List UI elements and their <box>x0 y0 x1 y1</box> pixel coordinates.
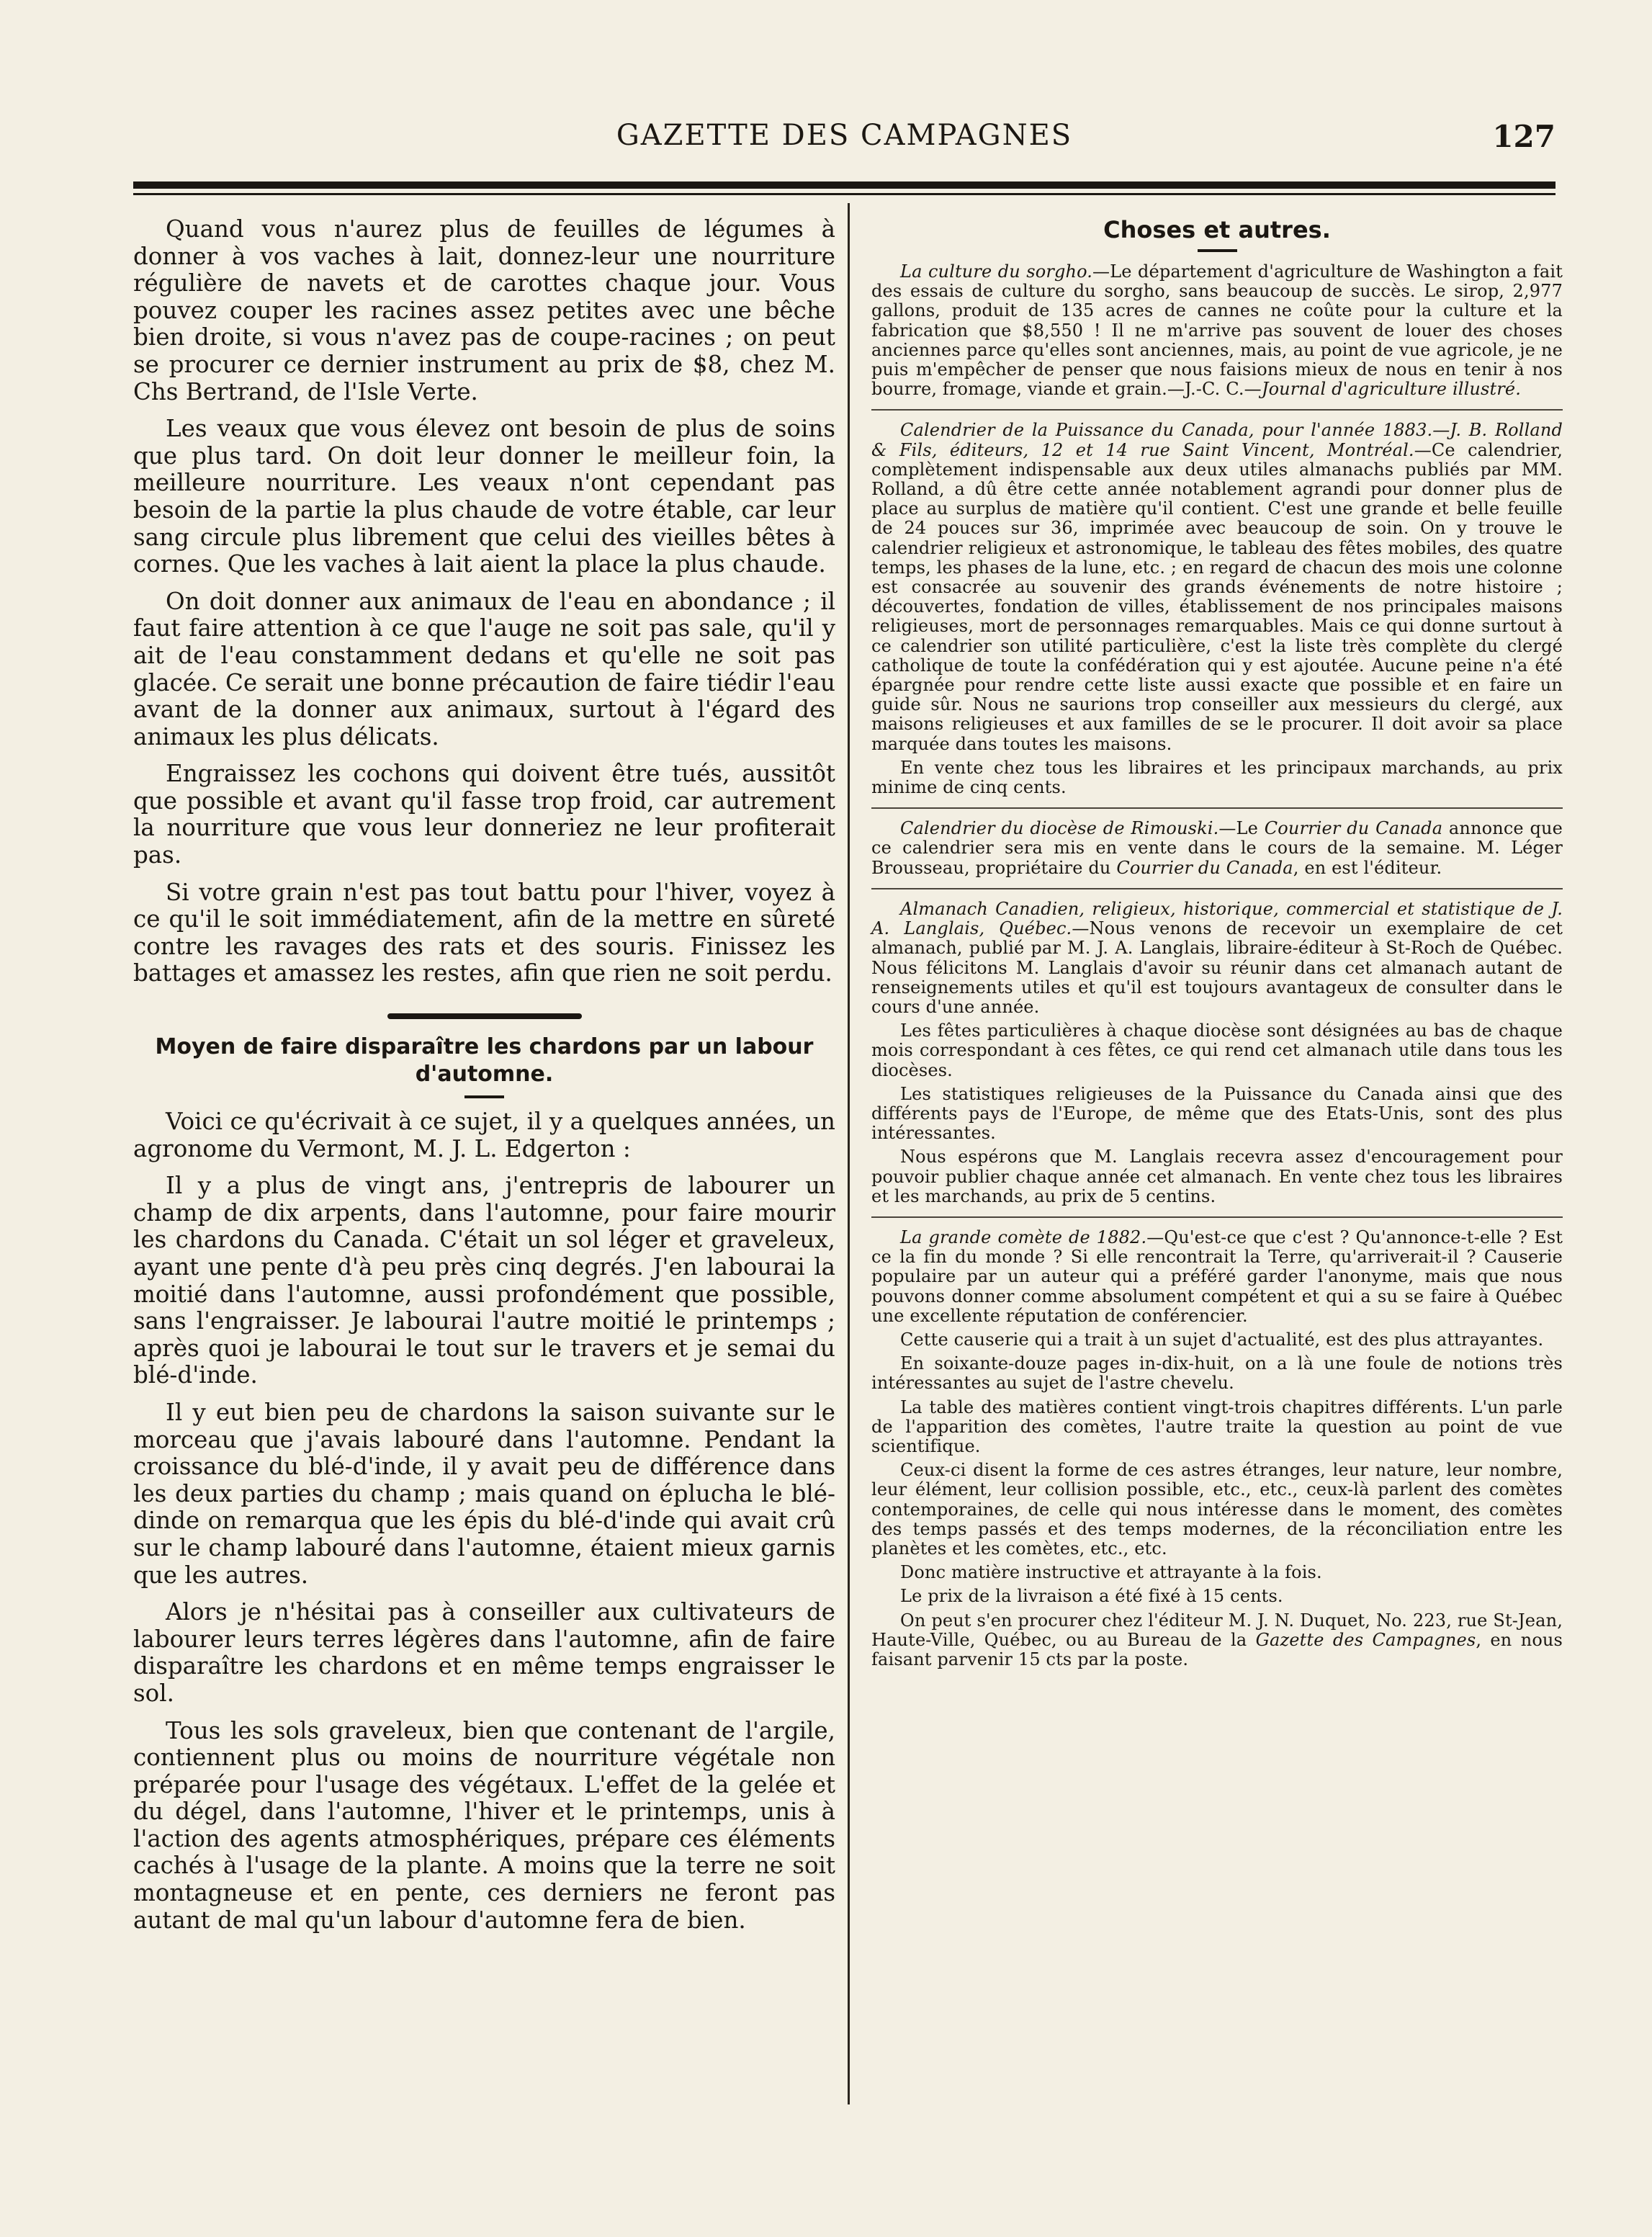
item-lead: Calendrier de la Puissance du Canada, pour l'année 1883.—J. B. Rolland & Fils, éditeurs, 12 et 14 rue Saint Vincent, Montréal. <box>871 420 1563 460</box>
item-text: —Le département d'agriculture de Washington a fait des essais de culture du sorgho, sans beaucoup de succès. Le sirop, 2,977 gallons, produit de 135 acres de cannes ne coûte pour la culture et la fabrication que $8,550 ! Il ne m'arrive pas souvent de louer des choses anciennes parce qu'elles sont anciennes, mais, au point de vue agricole, je ne puis m'empêcher de penser que nous faisions mieux de nous en tenir à nos bourre, fromage, viande et grain.—J.-C. C.— <box>871 261 1563 400</box>
heading-dash <box>464 1095 504 1098</box>
column-divider <box>848 203 850 2104</box>
section-heading: Choses et autres. <box>1103 216 1331 243</box>
paragraph: Il y eut bien peu de chardons la saison suivante sur le morceau que j'avais labouré dans l'automne. Pendant la croissance du blé-d'inde, il y avait peu de différence dans les deux parties du champ ; mais quand on éplucha le blé-dinde on remarqua que les épis du blé-d'inde qui avait crû sur le champ labouré dans l'automne, étaient mieux garnis que les autres. <box>133 1398 835 1589</box>
section-heading: Moyen de faire disparaître les chardons par un labour d'automne. <box>155 1034 814 1088</box>
item-divider <box>871 409 1563 411</box>
item-text: —Le <box>1218 818 1265 839</box>
item-lead: La grande comète de 1882. <box>900 1227 1147 1247</box>
paragraph: Les statistiques religieuses de la Puissance du Canada ainsi que des différents pays de l'Europe, de même que des Etats-Unis, sont des plus intéressantes. <box>871 1083 1563 1144</box>
item-divider <box>871 1216 1563 1218</box>
paragraph: Donc matière instructive et attrayante à la fois. <box>900 1562 1322 1583</box>
paragraph: Ceux-ci disent la forme de ces astres étranges, leur nature, leur nombre, leur élément, leur collision possible, etc., etc., ceux-là parlent des comètes contemporaines, de celle qui nous intéresse dans le moment, des comètes des temps passés et des temps modernes, de la réconciliation entre les planètes et les comètes, etc., etc. <box>871 1460 1563 1559</box>
item-text: On peut s'en procurer chez l'éditeur M. J. N. Duquet, No. 223, rue St-Jean, Haute-Ville, Québec, ou au Bureau de la <box>871 1610 1563 1650</box>
item-sale-note: En vente chez tous les libraires et les principaux marchands, au prix minime de cinq cents. <box>871 757 1563 798</box>
left-column <box>133 216 835 1944</box>
item-rimouski <box>871 819 1563 878</box>
item-divider <box>871 888 1563 889</box>
item-almanach <box>871 900 1563 1017</box>
header-rule-thin <box>133 193 1556 195</box>
paragraph: Alors je n'hésitai pas à conseiller aux cultivateurs de labourer leurs terres légères dans l'automne, afin de faire disparaître les chardons et en même temps engraisser le sol. <box>133 1598 835 1707</box>
header-rule-thick <box>133 181 1556 189</box>
item-lead: Calendrier du diocèse de Rimouski. <box>900 818 1219 839</box>
paragraph: On doit donner aux animaux de l'eau en abondance ; il faut faire attention à ce que l'auge ne soit pas sale, qu'il y ait de l'eau constamment dedans et qu'elle ne soit pas glacée. Ce serait une bonne précaution de faire tiédir l'eau avant de la donner aux animaux, surtout à l'égard des animaux les plus délicats. <box>133 587 835 750</box>
paragraph: La table des matières contient vingt-trois chapitres différents. L'un parle de l'apparition des comètes, l'autre traite la question au point de vue scientifique. <box>871 1397 1563 1456</box>
heading-dash <box>1198 249 1237 252</box>
item-text: , en nous faisant parvenir 15 cts par la poste. <box>871 1629 1563 1669</box>
paragraph: Engraissez les cochons qui doivent être tués, aussitôt que possible et avant qu'il fasse trop froid, car autrement la nourriture que vous leur donneriez ne leur profiterait pas. <box>133 760 835 869</box>
paragraph: Le prix de la livraison a été fixé à 15 cents. <box>900 1586 1283 1607</box>
item-sorgho <box>871 262 1563 399</box>
newspaper-name: Courrier du Canada <box>1116 857 1293 878</box>
page-header <box>133 119 1556 169</box>
newspaper-name: Gazette des Campagnes <box>1255 1629 1476 1650</box>
item-text: , en est l'éditeur. <box>1293 857 1442 878</box>
item-divider <box>871 807 1563 809</box>
item-text: —Qu'est-ce que c'est ? Qu'annonce-t-elle ? Est ce la fin du monde ? Si elle rencontrait la Terre, qu'arriverait-il ? Causerie populaire par un auteur qui a préféré garder l'anonyme, mais que nous pouvons donner comme absolument compétent et qui a su se faire à Québec une excellente réputation de conférencier. <box>871 1227 1563 1326</box>
newspaper-title: GAZETTE DES CAMPAGNES <box>616 119 1073 152</box>
item-lead: La culture du sorgho. <box>900 261 1093 282</box>
newspaper-name: Courrier du Canada <box>1264 818 1443 839</box>
paragraph: Il y a plus de vingt ans, j'entrepris de labourer un champ de dix arpents, dans l'automne, pour faire mourir les chardons du Canada. C'était un sol léger et graveleux, ayant une pente d'à peu près cinq degrés. J'en labourai la moitié dans l'automne, aussi profondément que possible, sans l'engraisser. Je labourai l'autre moitié le printemps ; après quoi je labourai le tout sur le travers et je semai du blé-d'inde. <box>133 1172 835 1389</box>
item-lead: Almanach Canadien, religieux, historique, commercial et statistique de J. A. Langlais, Québec. <box>871 898 1563 939</box>
paragraph: Voici ce qu'écrivait à ce sujet, il y a quelques années, un agronome du Vermont, M. J. L. Edgerton : <box>133 1108 835 1162</box>
item-text: annonce que ce calendrier sera mis en vente dans le cours de la semaine. M. Léger Brousseau, propriétaire du <box>871 818 1563 878</box>
paragraph: Quand vous n'aurez plus de feuilles de légumes à donner à vos vaches à lait, donnez-leur une nourriture régulière de navets et de carottes chaque jour. Vous pouvez couper les racines assez petites avec une bêche bien droite, si vous n'avez pas de coupe-racines ; on peut se procurer ce dernier instrument au prix de $8, chez M. Chs Bertrand, de l'Isle Verte. <box>133 215 835 405</box>
item-calendrier <box>871 421 1563 753</box>
paragraph: Si votre grain n'est pas tout battu pour l'hiver, voyez à ce qu'il le soit immédiatement, afin de la mettre en sûreté contre les ravages des rats et des souris. Finissez les battages et amassez les restes, afin que rien ne soit perdu. <box>133 878 835 987</box>
paragraph: Les fêtes particulières à chaque diocèse sont désignées au bas de chaque mois correspondant à ces fêtes, ce qui rend cet almanach utile dans tous les diocèses. <box>871 1021 1563 1080</box>
item-text: —Ce calendrier, complètement indispensable aux deux utiles almanachs publiés par MM. Rolland, a dû être cette année notablement agrandi pour donner plus de place au surplus de matière qu'il contient. C'est une grande et belle feuille de 24 pouces sur 36, imprimée avec beaucoup de soin. On y trouve le calendrier religieux et astronomique, le tableau des fêtes mobiles, des quatre temps, les phases de la lune, etc. ; en regard de chacun des mois une colonne est consacrée au souvenir des grands événements de notre histoire ; découvertes, fondation de villes, établissement de nos principales maisons religieuses, mort de personnages remarquables. Mais ce qui donne surtout à ce calendrier son utilité particulière, c'est la liste très complète du clergé catholique de toute la confédération qui y est ajoutée. Aucune peine n'a été épargnée pour rendre cette liste aussi exacte que possible et en faire un guide sûr. Nous ne saurions trop conseiller aux messieurs du clergé, aux maisons religieuses et aux familles de se le procurer. Il doit avoir sa place marquée dans toutes les maisons. <box>871 439 1563 754</box>
item-text: —Nous venons de recevoir un exemplaire de cet almanach, publié par M. J. A. Langlais, libraire-éditeur à St-Roch de Québec. Nous félicitons M. Langlais d'avoir su réunir dans cet almanach autant de renseignements utiles et qu'il est toujours avantageux de consulter dans le cours d'une année. <box>871 918 1563 1017</box>
page-number: 127 <box>1492 119 1556 154</box>
item-comete <box>871 1228 1563 1326</box>
right-column <box>871 216 1563 1674</box>
paragraph <box>871 1611 1563 1670</box>
paragraph: Les veaux que vous élevez ont besoin de plus de soins que plus tard. On doit leur donner le meilleur foin, la meilleure nourriture. Les veaux n'ont cependant pas besoin de la partie la plus chaude de votre étable, car leur sang circule plus librement que celui des vieilles bêtes à cornes. Que les vaches à lait aient la place la plus chaude. <box>133 415 835 578</box>
paragraph: En soixante-douze pages in-dix-huit, on a là une foule de notions très intéressantes au sujet de l'astre chevelu. <box>871 1353 1563 1394</box>
item-source: Journal d'agriculture illustré. <box>1261 379 1522 400</box>
paragraph: Cette causerie qui a trait à un sujet d'actualité, est des plus attrayantes. <box>900 1329 1544 1350</box>
paragraph: Nous espérons que M. Langlais recevra assez d'encouragement pour pouvoir publier chaque année cet almanach. En vente chez tous les libraires et les marchands, au prix de 5 centins. <box>871 1147 1563 1206</box>
section-ornament-rule <box>387 1013 582 1019</box>
paragraph: Tous les sols graveleux, bien que contenant de l'argile, contiennent plus ou moins de nourriture végétale non préparée pour l'usage des végétaux. L'effet de la gelée et du dégel, dans l'automne, l'hiver et le printemps, unis à l'action des agents atmosphériques, prépare ces éléments cachés à l'usage de la plante. A moins que la terre ne soit montagneuse et en pente, ces derniers ne feront pas autant de mal qu'un labour d'automne fera de bien. <box>133 1716 835 1934</box>
